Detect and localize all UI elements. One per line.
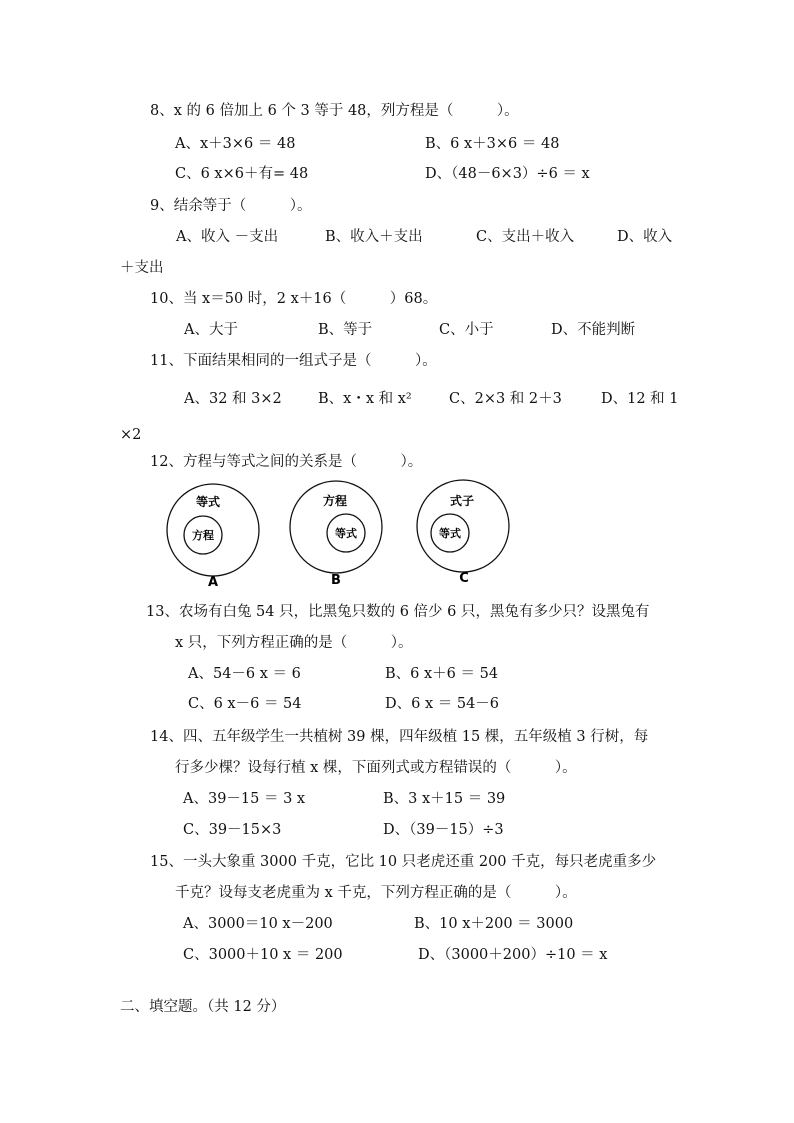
question-9-option-c: C、支出＋收入: [476, 229, 575, 245]
question-9-option-d: D、收入: [617, 229, 673, 245]
question-11-option-b: B、x・x 和 x²: [318, 391, 412, 407]
diagram-option-a: [167, 484, 259, 590]
question-8-stem: 8、x 的 6 倍加上 6 个 3 等于 48，列方程是（ ）。: [150, 103, 519, 119]
question-14-option-a: A、39－15 ＝ 3 x: [183, 791, 306, 807]
question-13-option-a: A、54－6 x ＝ 6: [188, 666, 301, 682]
question-9-stem: 9、结余等于（ ）。: [150, 198, 312, 214]
question-15-option-b: B、10 x＋200 ＝ 3000: [414, 916, 574, 932]
question-11-option-c: C、2×3 和 2＋3: [449, 391, 562, 407]
question-13-stem-line2: x 只，下列方程正确的是（ ）。: [175, 635, 413, 651]
question-15-option-d: D、（3000＋200）÷10 ＝ x: [418, 947, 608, 963]
option-a-inner-label: 方程: [192, 529, 214, 542]
question-13-option-c: C、6 x－6 ＝ 54: [188, 696, 302, 712]
option-c-inner-label: 等式: [439, 527, 461, 540]
question-15-option-a: A、3000＝10 x－200: [183, 916, 333, 932]
question-13-option-b: B、6 x＋6 ＝ 54: [385, 666, 499, 682]
question-10-option-b: B、等于: [318, 322, 373, 338]
option-b-outer-label: 方程: [322, 494, 348, 508]
question-14-option-b: B、3 x＋15 ＝ 39: [383, 791, 506, 807]
question-8-option-a: A、x＋3×6 ＝ 48: [175, 136, 296, 152]
question-11-option-a: A、32 和 3×2: [184, 391, 282, 407]
question-14-stem-line1: 14、四、五年级学生一共植树 39 棵，四年级植 15 棵，五年级植 3 行树，每: [150, 729, 649, 745]
question-10-option-d: D、不能判断: [551, 322, 636, 338]
question-9-option-a: A、收入 －支出: [176, 229, 279, 245]
question-8-option-d: D、（48－6×3）÷6 ＝ x: [425, 166, 590, 182]
diagram-option-c: [417, 480, 509, 586]
diagram-option-b: [290, 481, 382, 588]
option-a-outer-label: 等式: [195, 495, 221, 509]
question-11-option-d: D、12 和 1: [601, 391, 679, 407]
option-c-outer-label: 式子: [449, 494, 475, 508]
question-10-option-a: A、大于: [184, 322, 238, 338]
question-9-option-d-wrap: ＋支出: [120, 260, 164, 276]
question-13-option-d: D、6 x ＝ 54－6: [385, 696, 500, 712]
option-a-letter: A: [207, 575, 219, 590]
question-14-stem-line2: 行多少棵？设每行植 x 棵，下面列式或方程错误的（ ）。: [175, 760, 577, 776]
question-13-stem-line1: 13、农场有白兔 54 只，比黑兔只数的 6 倍少 6 只，黑兔有多少只？设黑兔有: [146, 604, 650, 620]
set-diagram-svg: [150, 478, 530, 590]
question-15-stem-line1: 15、一头大象重 3000 千克，它比 10 只老虎还重 200 千克，每只老虎重多少: [150, 854, 657, 870]
question-11-option-d-wrap: ×2: [120, 427, 142, 443]
option-b-inner-label: 等式: [335, 527, 357, 540]
set-relationship-diagram: [150, 478, 530, 590]
question-8-option-b: B、6 x＋3×6 ＝ 48: [425, 136, 560, 152]
question-12-stem: 12、方程与等式之间的关系是（ ）。: [150, 454, 423, 470]
section-2-title: 二、填空题。（共 12 分）: [120, 999, 286, 1015]
question-15-stem-line2: 千克？设每支老虎重为 x 千克，下列方程正确的是（ ）。: [175, 885, 577, 901]
question-10-stem: 10、当 x＝50 时，2 x＋16（ ）68。: [150, 291, 438, 307]
question-14-option-d: D、（39－15）÷3: [383, 822, 504, 838]
question-15-option-c: C、3000＋10 x ＝ 200: [183, 947, 343, 963]
question-14-option-c: C、39－15×3: [183, 822, 282, 838]
question-8-option-c: C、6 x×6＋有= 48: [175, 166, 309, 182]
option-b-letter: B: [331, 573, 341, 588]
option-c-letter: C: [459, 571, 469, 586]
question-9-option-b: B、收入＋支出: [325, 229, 423, 245]
question-11-stem: 11、下面结果相同的一组式子是（ ）。: [150, 353, 437, 369]
question-10-option-c: C、小于: [439, 322, 494, 338]
